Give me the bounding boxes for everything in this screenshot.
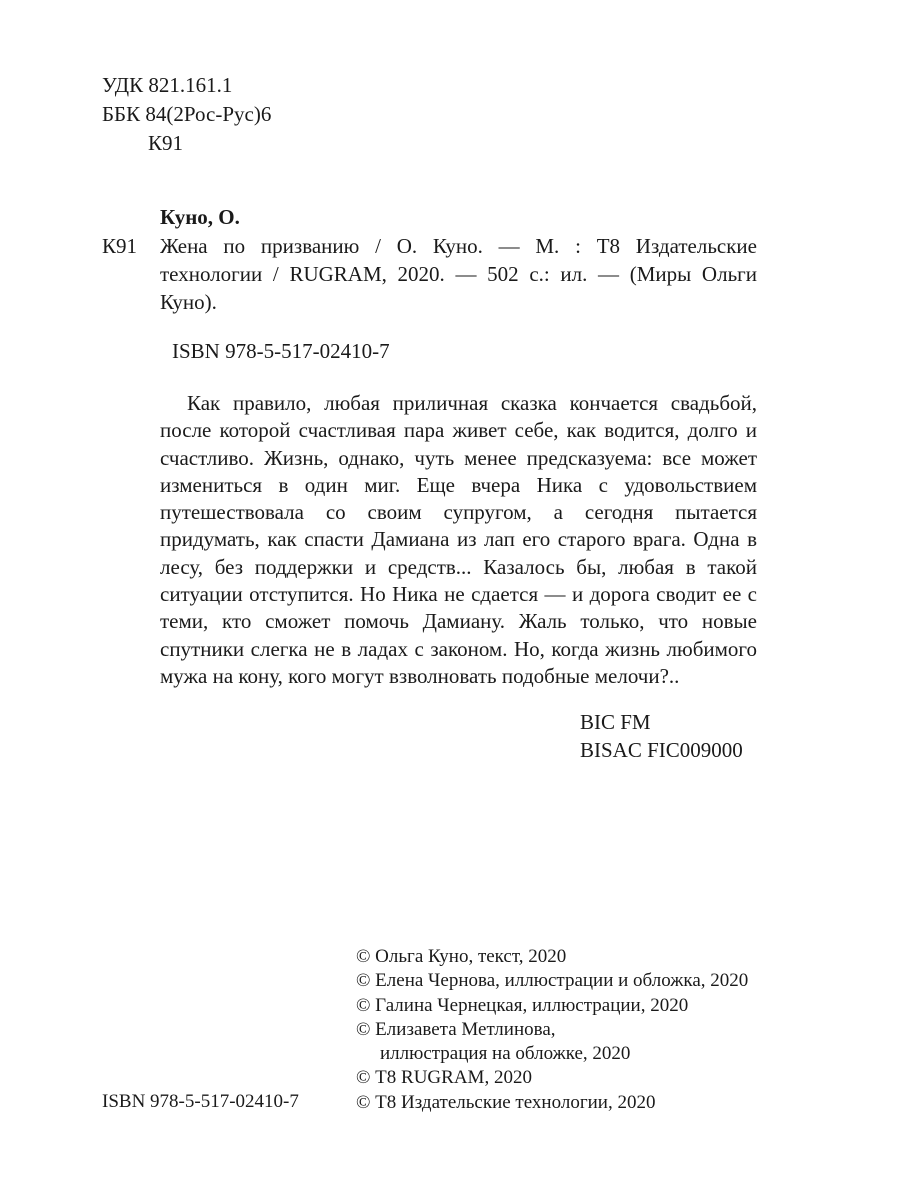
isbn-main: ISBN 978-5-517-02410-7 bbox=[172, 339, 390, 363]
copyright-list bbox=[356, 945, 748, 1115]
copyright-line: © Елена Чернова, иллюстрации и обложка, 2020 bbox=[356, 970, 749, 992]
copyright-line-continued: иллюстрация на обложке, 2020 bbox=[380, 1043, 631, 1065]
copyright-line: © Ольга Куно, текст, 2020 bbox=[356, 946, 567, 967]
copyright-line: © Елизавета Метлинова, bbox=[356, 1018, 556, 1040]
bbk-code: ББК 84(2Рос-Рус)6 bbox=[102, 102, 272, 126]
udk-code: УДК 821.161.1 bbox=[102, 73, 233, 97]
author-mark-top: К91 bbox=[148, 131, 184, 155]
copyright-line: © Галина Чернецкая, иллюстрации, 2020 bbox=[356, 994, 689, 1016]
bisac-code: BISAC FIC009000 bbox=[580, 738, 743, 762]
isbn-bottom: ISBN 978-5-517-02410-7 bbox=[102, 1091, 299, 1112]
bibliographic-description: Жена по призванию / О. Куно. — М. : Т8 Издательские технологии / RUGRAM, 2020. — 502 с.: ил. — (Миры Ольги Куно). bbox=[160, 234, 757, 314]
copyright-line: © Т8 Издательские технологии, 2020 bbox=[356, 1091, 656, 1113]
author-mark-bib: К91 bbox=[102, 234, 138, 258]
copyright-line: © Т8 RUGRAM, 2020 bbox=[356, 1067, 532, 1089]
bic-code: BIC FM bbox=[580, 710, 651, 734]
author-name: Куно, О. bbox=[160, 205, 240, 229]
annotation-paragraph: Как правило, любая приличная сказка кончается свадьбой, после которой счастливая пара живет себе, как водится, долго и счастливо. Жизнь, однако, чуть менее предсказуема: все может измениться в один миг. Еще вчера Ника с удовольствием путешествовала со своим супругом, а сегодня пытается придумать, как спасти Дамиана из лап его старого врага. Одна в лесу, без поддержки и средств... Казалось бы, любая в такой ситуации отступится. Но Ника не сдается — и дорога сводит ее с теми, кто сможет помочь Дамиану. Жаль только, что новые спутники слегка не в ладах с законом. Но, когда жизнь любимого мужа на кону, кого могут взволновать подобные мелочи?.. bbox=[160, 391, 757, 688]
